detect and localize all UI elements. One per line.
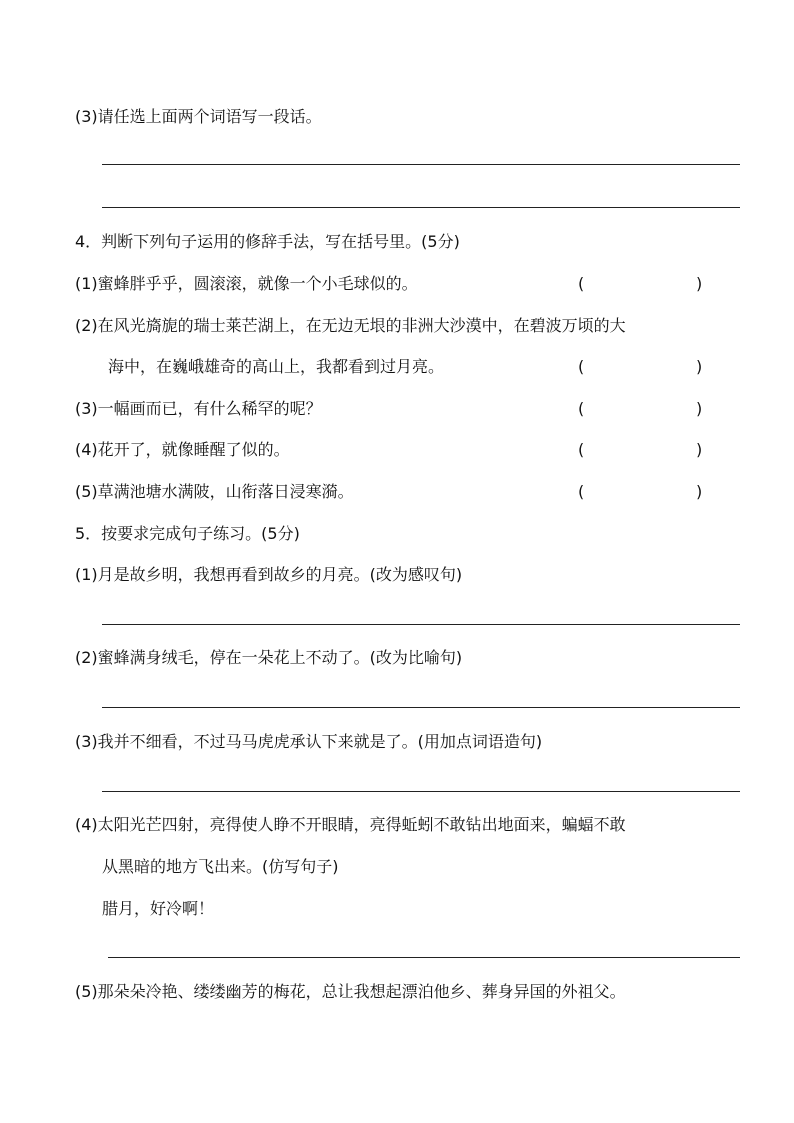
q5-item-2: (2)蜜蜂满身绒毛，停在一朵花上不动了。(改为比喻句): [75, 648, 463, 667]
q5-item-4-example: 腊月，好冷啊！: [102, 899, 215, 918]
answer-paren-close: ): [696, 440, 703, 459]
q4-item-3: (3)一幅画而已，有什么稀罕的呢？: [75, 399, 322, 418]
q4-item-2-line-1: (2)在风光旖旎的瑞士莱芒湖上，在无边无垠的非洲大沙漠中，在碧波万顷的大: [75, 316, 626, 335]
q5-title: 5．按要求完成句子练习。(5分): [75, 524, 300, 543]
q3-item-3: (3)请任选上面两个词语写一段话。: [75, 107, 322, 126]
answer-paren-close: ): [696, 274, 703, 293]
answer-paren-close: ): [696, 399, 703, 418]
q4-item-2-line-2: 海中，在巍峨雄奇的高山上，我都看到过月亮。: [108, 357, 445, 376]
q5-item-4-line-2: 从黑暗的地方飞出来。(仿写句子): [102, 857, 339, 876]
q4-item-4: (4)花开了，就像睡醒了似的。: [75, 440, 290, 459]
answer-paren-close: ): [696, 357, 703, 376]
answer-line[interactable]: [108, 957, 740, 958]
answer-line[interactable]: [102, 624, 740, 625]
answer-line[interactable]: [102, 164, 740, 165]
answer-paren-open: (: [578, 274, 585, 293]
q5-item-4-line-1: (4)太阳光芒四射，亮得使人睁不开眼睛，亮得蚯蚓不敢钻出地面来，蝙蝠不敢: [75, 815, 626, 834]
q4-item-5: (5)草满池塘水满陂，山衔落日浸寒漪。: [75, 482, 354, 501]
q5-item-5: (5)那朵朵冷艳、缕缕幽芳的梅花，总让我想起漂泊他乡、葬身异国的外祖父。: [75, 982, 626, 1001]
q4-title: 4．判断下列句子运用的修辞手法，写在括号里。(5分): [75, 232, 460, 251]
q4-item-1: (1)蜜蜂胖乎乎，圆滚滚，就像一个小毛球似的。: [75, 274, 418, 293]
q5-item-1: (1)月是故乡明，我想再看到故乡的月亮。(改为感叹句): [75, 565, 463, 584]
answer-paren-open: (: [578, 440, 585, 459]
answer-paren-open: (: [578, 357, 585, 376]
answer-paren-close: ): [696, 482, 703, 501]
answer-paren-open: (: [578, 482, 585, 501]
answer-paren-open: (: [578, 399, 585, 418]
q5-item-3: (3)我并不细看，不过马马虎虎承认下来就是了。(用加点词语造句): [75, 732, 543, 751]
answer-line[interactable]: [102, 207, 740, 208]
answer-line[interactable]: [102, 707, 740, 708]
answer-line[interactable]: [102, 791, 740, 792]
